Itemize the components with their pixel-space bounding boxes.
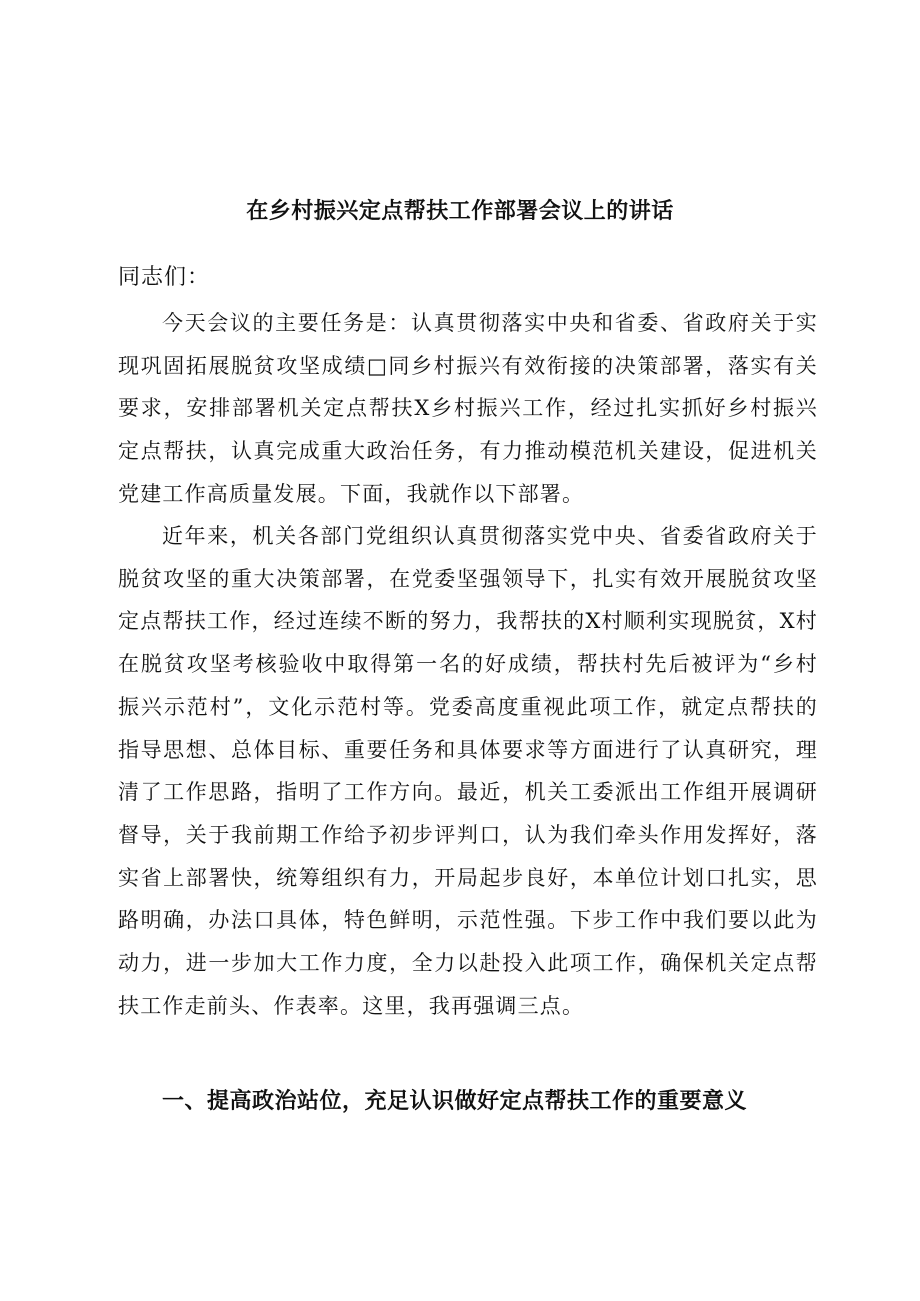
document-title: 在乡村振兴定点帮扶工作部署会议上的讲话 — [246, 199, 674, 224]
salutation: 同志们： — [118, 265, 211, 290]
paragraph-recent-work: 近年来，机关各部门党组织认真贯彻落实党中央、省委省政府关于脱贫攻坚的重大决策部署，在党委坚强领导下，扎实有效开展脱贫攻坚定点帮扶工作，经过连续不断的努力，我帮扶的X村顺利实现脱贫，X村在脱贫攻坚考核验收中取得第一名的好成绩，帮扶村先后被评为“乡村振兴示范村”，文化示范村等。党委高度重视此项工作，就定点帮扶的指导思想、总体目标、重要任务和具体要求等方面进行了认真研究，理清了工作思路，指明了工作方向。最近，机关工委派出工作组开展调研督导，关于我前期工作给予初步评判口，认为我们牵头作用发挥好，落实省上部署快，统筹组织有力，开局起步良好，本单位计划口扎实，思路明确，办法口具体，特色鲜明，示范性强。下步工作中我们要以此为动力，进一步加大工作力度，全力以赴投入此项工作，确保机关定点帮扶工作走前头、作表率。这里，我再强调三点。 — [118, 524, 818, 1018]
paragraph-meeting-tasks: 今天会议的主要任务是：认真贯彻落实中央和省委、省政府关于实现巩固拓展脱贫攻坚成绩□同乡村振兴有效衔接的决策部署，落实有关要求，安排部署机关定点帮扶X乡村振兴工作，经过扎实抓好乡村振兴定点帮扶，认真完成重大政治任务，有力推动模范机关建设，促进机关党建工作高质量发展。下面，我就作以下部署。 — [118, 311, 818, 506]
section-heading-one: 一、提高政治站位，充足认识做好定点帮扶工作的重要意义 — [162, 1089, 748, 1114]
